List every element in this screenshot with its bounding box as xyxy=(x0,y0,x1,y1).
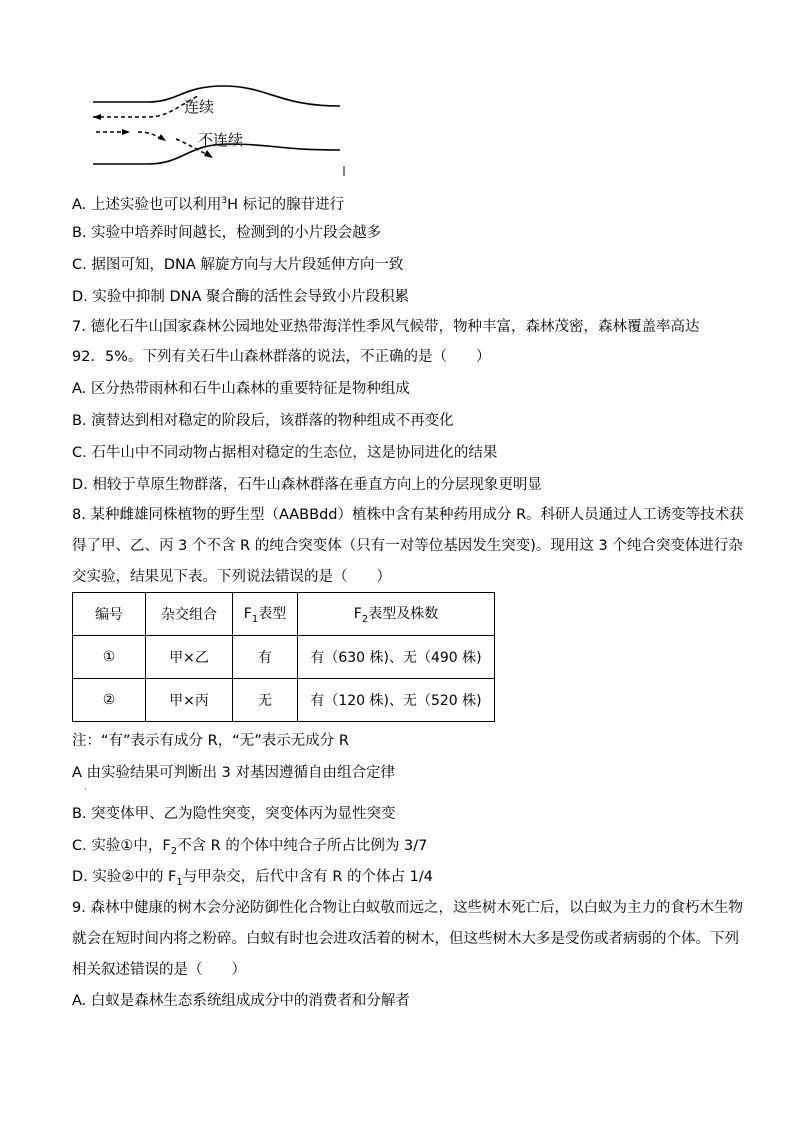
row-f2: 有（630 株)、无（490 株) xyxy=(298,636,495,679)
row-cross: 甲×丙 xyxy=(146,679,233,722)
q9-stem-line3: 相关叙述错误的是（ ） xyxy=(72,962,246,978)
q6-option-a: A. 上述实验也可以利用$^3$H 标记的腺苷进行 xyxy=(72,196,345,213)
table-header-row xyxy=(73,593,495,636)
q9-option-a: A. 白蚁是森林生态系统组成成分中的消费者和分解者 xyxy=(72,993,410,1009)
fragment-3-arrowhead xyxy=(204,150,213,158)
header-cross: 杂交组合 xyxy=(146,593,233,636)
table-row xyxy=(73,679,495,722)
q8-option-c: C. 实验①中，$F_2$不含 R 的个体中纯合子所占比例为 3/7 xyxy=(72,838,428,857)
q7-option-c: C. 石牛山中不同动物占据相对稳定的生态位，这是协同进化的结果 xyxy=(72,445,498,461)
upper-strand xyxy=(93,86,340,106)
stray-dot: · xyxy=(84,785,87,794)
row-f1: 无 xyxy=(233,679,298,722)
q7-option-d: D. 相较于草原生物群落，石牛山森林群落在垂直方向上的分层现象更明显 xyxy=(72,477,542,493)
q8-option-b: B. 突变体甲、乙为隐性突变，突变体丙为显性突变 xyxy=(72,806,396,822)
fragment-2-arrowhead xyxy=(158,134,166,141)
fragment-2 xyxy=(138,132,160,138)
q8-option-a: A 由实验结果可判断出 3 对基因遵循自由组合定律 xyxy=(72,765,395,781)
row-cross: 甲×乙 xyxy=(146,636,233,679)
row-f2: 有（120 株)、无（520 株) xyxy=(298,679,495,722)
label-continuous: 连续 xyxy=(184,98,215,116)
q7-option-b: B. 演替达到相对稳定的阶段后，该群落的物种组成不再变化 xyxy=(72,413,454,429)
q6-option-d: D. 实验中抑制 DNA 聚合酶的活性会导致小片段积累 xyxy=(72,289,410,305)
cross-results-table xyxy=(72,592,495,722)
q9-stem-line1: 9. 森林中健康的树木会分泌防御性化合物让白蚁敬而远之，这些树木死亡后，以白蚁为主力的食朽木生物 xyxy=(72,900,743,916)
header-f1: $F_1$表型 xyxy=(233,593,298,636)
q7-stem-line1: 7. 德化石牛山国家森林公园地处亚热带海洋性季风气候带，物种丰富，森林茂密，森林覆盖率高达 xyxy=(72,319,700,335)
label-discontinuous: 不连续 xyxy=(198,131,244,149)
q9-stem-line2: 就会在短时间内将之粉碎。白蚁有时也会进攻活着的树木，但这些树木大多是受伤或者病弱的个体。下列 xyxy=(72,931,739,947)
q7-option-a: A. 区分热带雨林和石牛山森林的重要特征是物种组成 xyxy=(72,381,410,397)
q8-stem-line2: 得了甲、乙、丙 3 个不含 R 的纯合突变体（只有一对等位基因发生突变)。现用这 3 个纯合突变体进行杂 xyxy=(72,538,743,554)
q7-stem-line2: 92．5%。下列有关石牛山森林群落的说法，不正确的是（ ） xyxy=(72,349,491,365)
row-id: ① xyxy=(73,636,146,679)
header-f2: $F_2$表型及株数 xyxy=(298,593,495,636)
table-row xyxy=(73,636,495,679)
continuous-arrowhead xyxy=(93,114,101,120)
replication-fork-figure xyxy=(88,84,358,180)
header-id: 编号 xyxy=(73,593,146,636)
row-f1: 有 xyxy=(233,636,298,679)
q8-stem-line1: 8. 某种雌雄同株植物的野生型（AABBdd）植株中含有某种药用成分 R。科研人员通过人工诱变等技术获 xyxy=(72,507,744,523)
continuous-strand xyxy=(93,96,198,117)
q8-note: 注：“有”表示有成分 R，“无”表示无成分 R xyxy=(72,733,349,749)
q8-option-d: D. 实验②中的 $F_1$与甲杂交，后代中含有 R 的个体占 1/4 xyxy=(72,869,433,888)
q8-stem-line3: 交实验，结果见下表。下列说法错误的是（ ） xyxy=(72,569,391,585)
q6-option-b: B. 实验中培养时间越长，检测到的小片段会越多 xyxy=(72,225,382,241)
row-id: ② xyxy=(73,679,146,722)
q6-option-c: C. 据图可知，DNA 解旋方向与大片段延伸方向一致 xyxy=(72,257,404,273)
fragment-1-arrowhead xyxy=(122,129,130,135)
